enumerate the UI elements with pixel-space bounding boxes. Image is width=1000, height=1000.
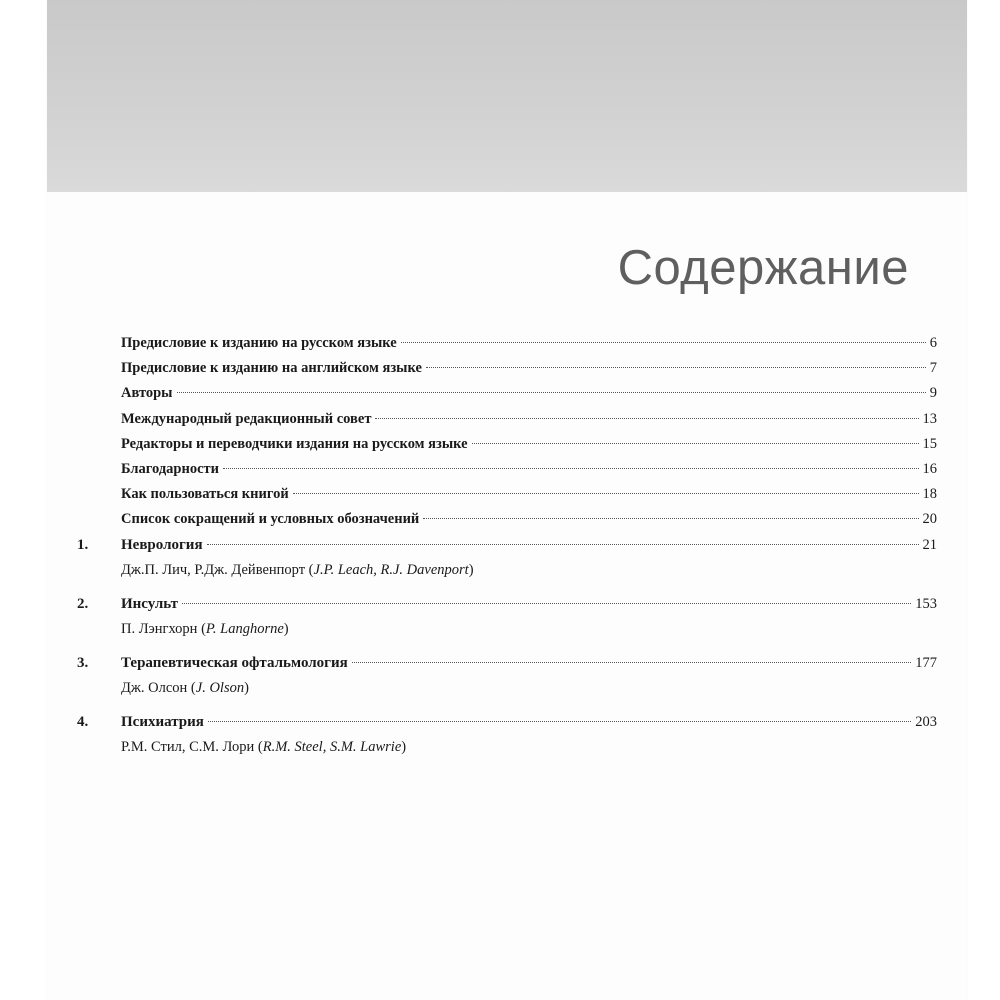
chapter-page: 153 bbox=[915, 595, 937, 612]
toc-entry bbox=[77, 486, 937, 511]
dot-leader bbox=[472, 443, 919, 444]
page-title: Содержание bbox=[617, 241, 909, 295]
chapter-authors bbox=[77, 680, 937, 706]
chapter-number: 1. bbox=[77, 536, 89, 553]
book-page bbox=[47, 0, 967, 1000]
toc-entry-page: 20 bbox=[922, 511, 937, 528]
authors-ru: Дж. Олсон ( bbox=[121, 680, 196, 697]
authors-close: ) bbox=[283, 620, 289, 637]
chapter-title: Психиатрия bbox=[121, 714, 204, 731]
toc-entry-page: 9 bbox=[929, 385, 937, 402]
chapter-title: Терапевтическая офтальмология bbox=[121, 654, 348, 671]
toc-entry-label: Редакторы и переводчики издания на русском языке bbox=[121, 435, 468, 452]
chapter-authors bbox=[77, 562, 937, 588]
toc-entry bbox=[77, 360, 937, 385]
dot-leader bbox=[207, 544, 919, 545]
toc-entry-label: Как пользоваться книгой bbox=[121, 486, 289, 503]
header-band bbox=[47, 0, 967, 192]
dot-leader bbox=[375, 418, 918, 419]
dot-leader bbox=[208, 721, 911, 722]
toc-entry-label: Список сокращений и условных обозначений bbox=[121, 511, 420, 528]
chapter-authors bbox=[77, 621, 937, 647]
toc-entry-label: Международный редакционный совет bbox=[121, 410, 372, 427]
chapter-title: Инсульт bbox=[121, 595, 179, 612]
authors-en: J.P. Leach, R.J. Davenport bbox=[313, 561, 469, 578]
toc-entry-page: 18 bbox=[922, 486, 937, 503]
authors-en: J. Olson bbox=[195, 680, 245, 697]
toc-entry bbox=[77, 461, 937, 486]
toc-entry bbox=[77, 436, 937, 461]
chapter-number: 3. bbox=[77, 654, 89, 671]
toc-entry bbox=[77, 335, 937, 360]
authors-en: P. Langhorne bbox=[205, 620, 284, 637]
chapter-number: 4. bbox=[77, 714, 89, 731]
chapter-entry bbox=[77, 596, 937, 621]
dot-leader bbox=[182, 603, 911, 604]
chapter-title: Неврология bbox=[121, 536, 203, 553]
chapter-authors bbox=[77, 739, 937, 765]
toc-entry bbox=[77, 385, 937, 410]
authors-close: ) bbox=[401, 739, 407, 756]
chapter-page: 21 bbox=[922, 536, 937, 553]
toc-entry-page: 6 bbox=[929, 335, 937, 351]
toc-entry-label: Предисловие к изданию на русском языке bbox=[121, 335, 397, 351]
authors-ru: П. Лэнгхорн ( bbox=[121, 620, 206, 637]
toc-entry-label: Благодарности bbox=[121, 460, 220, 477]
authors-ru: Р.М. Стил, С.М. Лори ( bbox=[121, 739, 263, 756]
toc-entry-page: 15 bbox=[922, 435, 937, 452]
toc-entry bbox=[77, 511, 937, 536]
dot-leader bbox=[223, 468, 918, 469]
toc-entry-page: 13 bbox=[922, 410, 937, 427]
authors-ru: Дж.П. Лич, Р.Дж. Дейвенпорт ( bbox=[121, 561, 314, 578]
chapter-page: 203 bbox=[915, 714, 937, 731]
dot-leader bbox=[401, 342, 926, 343]
chapter-page: 177 bbox=[915, 654, 937, 671]
authors-close: ) bbox=[244, 680, 249, 697]
dot-leader bbox=[177, 392, 926, 393]
toc-entry bbox=[77, 411, 937, 436]
dot-leader bbox=[352, 662, 912, 663]
table-of-contents bbox=[77, 335, 937, 765]
chapter-entry bbox=[77, 537, 937, 562]
toc-entry-label: Авторы bbox=[121, 385, 173, 402]
authors-close: ) bbox=[468, 561, 474, 578]
dot-leader bbox=[426, 367, 926, 368]
chapter-entry bbox=[77, 655, 937, 680]
dot-leader bbox=[293, 493, 919, 494]
toc-entry-page: 16 bbox=[922, 460, 937, 477]
authors-en: R.M. Steel, S.M. Lawrie bbox=[262, 739, 402, 756]
chapter-number: 2. bbox=[77, 595, 89, 612]
toc-entry-label: Предисловие к изданию на английском языке bbox=[121, 360, 422, 377]
dot-leader bbox=[423, 518, 918, 519]
toc-entry-page: 7 bbox=[929, 360, 937, 377]
chapter-entry bbox=[77, 714, 937, 739]
